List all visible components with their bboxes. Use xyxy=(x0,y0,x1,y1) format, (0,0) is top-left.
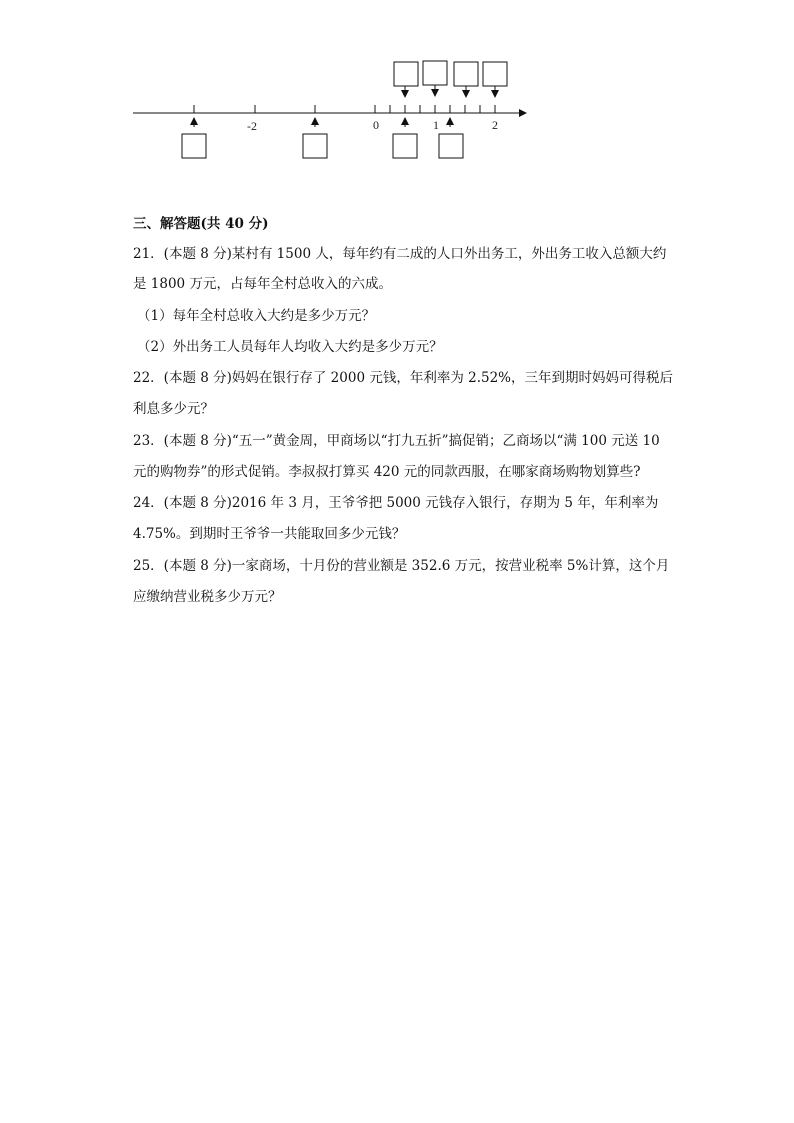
q22-line-2: 利息多少元？ xyxy=(133,401,214,417)
number-line-figure xyxy=(0,0,794,200)
q25-line-1: 25．(本题 8 分)一家商场，十月份的营业额是 352.6 万元，按营业税率 5%计算，这个月 xyxy=(133,558,670,574)
section-title: 三、解答题(共 40 分) xyxy=(133,216,269,232)
q25-line-2: 应缴纳营业税多少万元？ xyxy=(133,589,282,605)
up-arrows xyxy=(194,118,450,127)
q23-line-1: 23．(本题 8 分)“五一”黄金周，甲商场以“打九五折”搞促销；乙商场以“满 100 元送 10 xyxy=(133,433,660,449)
answer-box-bottom-2 xyxy=(303,134,327,158)
down-arrows xyxy=(405,85,495,97)
answer-box-top-1 xyxy=(394,62,418,86)
q24-line-2: 4.75%。到期时王爷爷一共能取回多少元钱？ xyxy=(133,526,406,542)
q21-line-2: 是 1800 万元，占每年全村总收入的六成。 xyxy=(133,276,392,292)
answer-box-top-4 xyxy=(483,62,507,86)
tick-label-0: 0 xyxy=(373,118,379,132)
tick-label-2: 2 xyxy=(492,118,498,132)
q23-line-2: 元的购物券”的形式促销。李叔叔打算买 420 元的同款西服，在哪家商场购物划算些? xyxy=(133,464,641,480)
q21-sub-2: （2）外出务工人员每年人均收入大约是多少万元？ xyxy=(137,339,443,355)
upper-answer-boxes xyxy=(394,61,507,86)
q22-line-1: 22．(本题 8 分)妈妈在银行存了 2000 元钱，年利率为 2.52%，三年到期时妈妈可得税后 xyxy=(133,370,673,386)
answer-box-bottom-4 xyxy=(439,134,463,158)
answer-box-bottom-1 xyxy=(182,134,206,158)
tick-label-neg2: -2 xyxy=(247,119,257,133)
q21-sub-1: （1）每年全村总收入大约是多少万元？ xyxy=(137,308,376,324)
axis-ticks xyxy=(194,105,495,113)
answer-box-top-3 xyxy=(454,62,478,86)
q24-line-1: 24．(本题 8 分)2016 年 3 月，王爷爷把 5000 元钱存入银行，存期为 5 年，年利率为 xyxy=(133,495,659,511)
tick-label-1: 1 xyxy=(433,118,439,132)
answer-box-bottom-3 xyxy=(393,134,417,158)
q21-line-1: 21．(本题 8 分)某村有 1500 人，每年约有二成的人口外出务工，外出务工收入总额大约 xyxy=(133,246,667,262)
lower-answer-boxes xyxy=(182,134,463,158)
answer-box-top-2 xyxy=(423,61,447,85)
